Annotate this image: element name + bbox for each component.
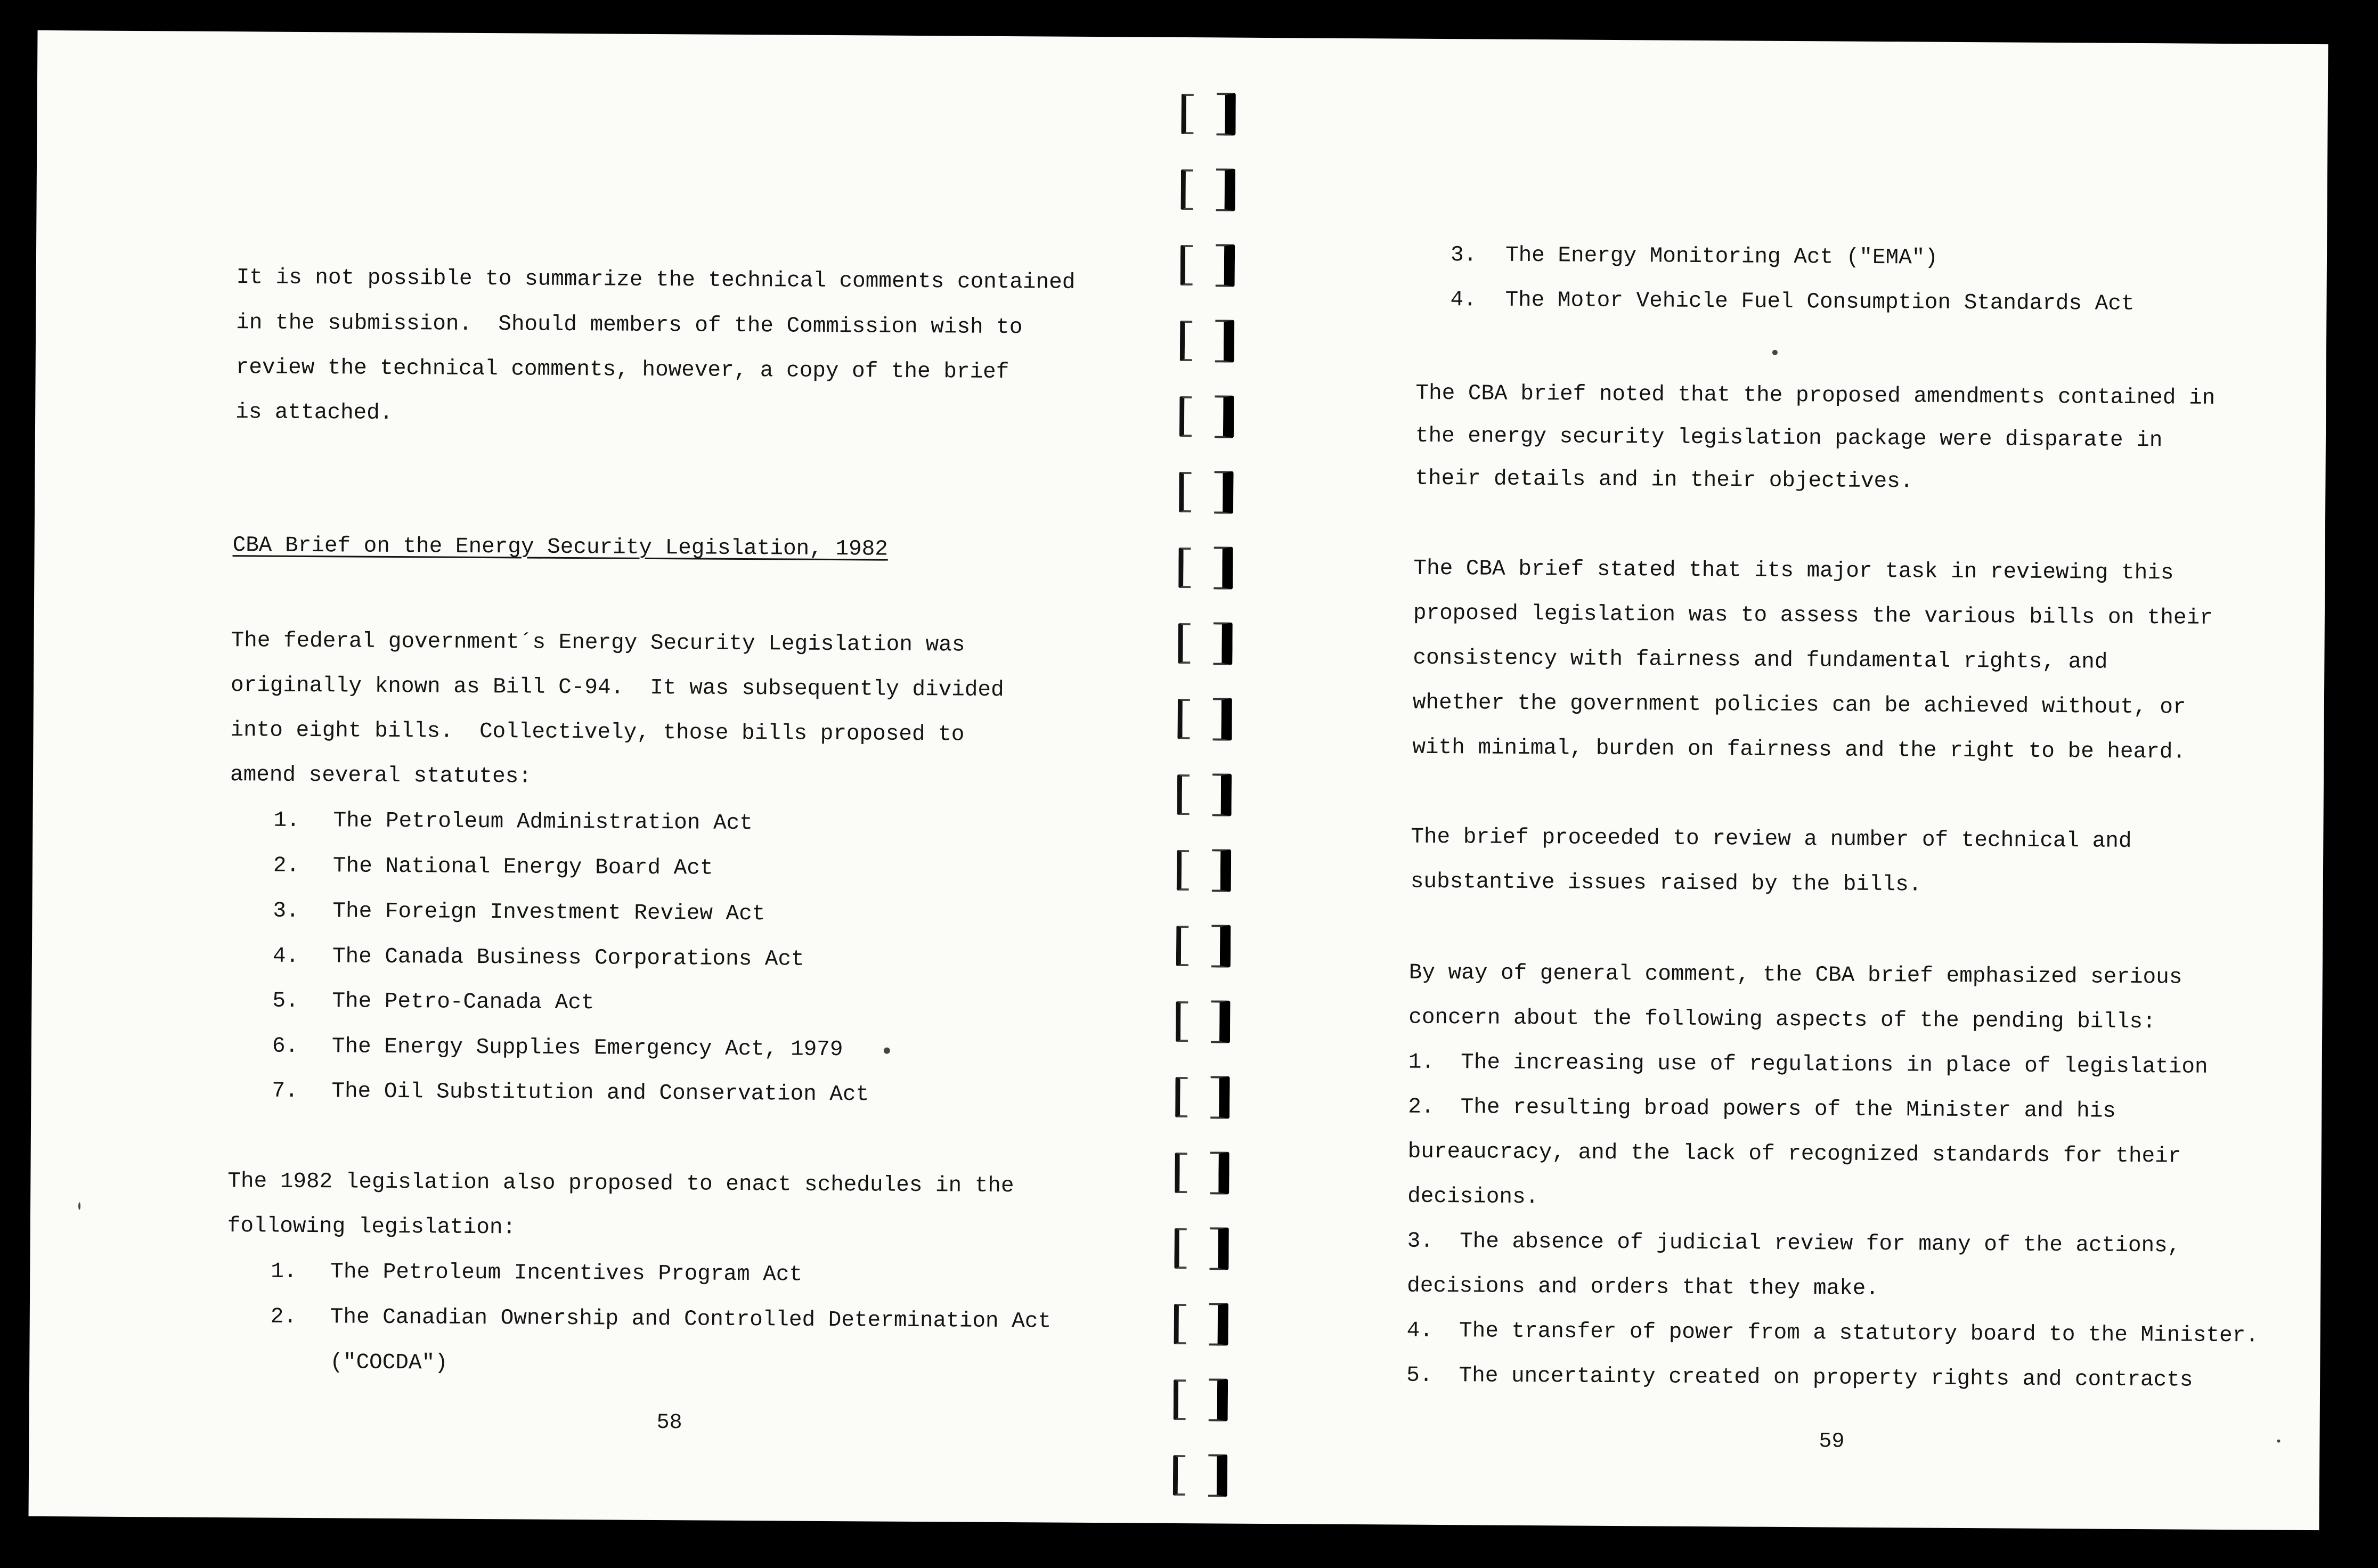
binding-ring [1177,92,1241,135]
list-text: The Petro-Canada Act [332,989,594,1016]
left-page [29,30,1146,1523]
binding-ring [1170,1226,1234,1269]
binding-ring [1173,772,1237,815]
list-text: The Canadian Ownership and Controlled Determination Act [330,1305,1052,1334]
list-number: 4. [272,944,299,969]
binding-ring [1176,318,1240,362]
intro-line: in the submission. Should members of the Commission wish to [236,311,1023,340]
paragraph-line: decisions. [1407,1184,1539,1210]
list-text: The Energy Monitoring Act ("EMA") [1505,243,1939,271]
paragraph-line: whether the government policies can be achieved without, or [1412,690,2186,720]
open-booklet [29,30,2328,1530]
list-number: 5. [272,989,299,1014]
paragraph-line: The CBA brief noted that the proposed amendments contained in [1415,381,2216,411]
page-number: 58 [656,1411,682,1435]
binding-ring [1170,1302,1234,1345]
list-text: The Canada Business Corporations Act [332,944,804,972]
binding-ring [1175,470,1239,513]
paragraph-line: proposed legislation was to assess the various bills on their [1413,601,2213,631]
paragraph-line: substantive issues raised by the bills. [1410,869,1922,897]
list-number: 3. [1450,243,1477,268]
paragraph-line: with minimal, burden on fairness and the right to be heard. [1412,735,2186,765]
binding-ring [1175,394,1239,437]
binding-ring [1177,167,1241,210]
statute-list [30,336,1144,1304]
list-number: 7. [272,1079,298,1104]
page-number: 59 [1819,1430,1845,1454]
right-page [1232,38,2328,1530]
intro-line: review the technical comments, however, a copy of the brief [235,355,1009,385]
list-text: The National Energy Board Act [332,854,713,881]
scan-speck [884,1048,890,1054]
paragraph-line: bureaucracy, and the lack of recognized standards for their [1407,1139,2181,1169]
list-number: 3. [273,899,299,924]
list-text-continuation: ("COCDA") [330,1350,448,1376]
list-number: 6. [272,1034,299,1059]
continued-list [1240,81,2328,394]
binding-ring [1176,243,1240,286]
paragraph-line: By way of general comment, the CBA brief emphasized serious [1408,960,2182,990]
list-text: The Petroleum Administration Act [333,808,753,836]
list-item [1241,125,2328,271]
list-item [1240,256,2327,350]
paragraph-line: The brief proceeded to review a number of technical and [1411,824,2132,854]
binding-ring [1169,1453,1233,1496]
binding-ring [1174,545,1238,589]
list-text: The Petroleum Incentives Program Act [330,1260,803,1287]
list-text: The Motor Vehicle Fuel Consumption Standards Act [1505,288,2135,316]
binding-ring [1172,848,1236,891]
paragraph-line: The 1982 legislation also proposed to enact schedules in the [227,1169,1014,1199]
paragraph-line: 4. The transfer of power from a statutory board to the Minister. [1406,1318,2259,1349]
binding-ring [1171,1075,1235,1118]
list-text: The Oil Substitution and Conservation Act [331,1079,869,1107]
list-number: 1. [271,1259,297,1284]
list-text: The Energy Supplies Emergency Act, 1979 [331,1034,843,1063]
scan-speck [1772,350,1778,355]
paragraph-line: amend several statutes: [230,763,532,789]
paragraph-line: decisions and orders that they make. [1407,1273,1879,1302]
intro-line: is attached. [235,400,393,426]
binding-ring [1173,697,1237,740]
section-heading: CBA Brief on the Energy Security Legislation, 1982 [232,533,888,562]
paragraph-line: the energy security legislation package were disparate in [1415,423,2163,453]
paragraph-line: their details and in their objectives. [1415,466,1913,494]
intro-line: It is not possible to summarize the technical comments contained [236,265,1076,295]
paragraph-line: The federal government´s Energy Security Legislation was [231,628,965,658]
paragraph-line: following legislation: [227,1214,516,1240]
paragraph-line: 2. The resulting broad powers of the Minister and his [1408,1095,2116,1124]
paragraph-line: into eight bills. Collectively, those bills proposed to [230,718,965,747]
binding-ring [1174,621,1237,664]
paragraph-line: originally known as Bill C-94. It was subsequently divided [230,673,1004,703]
binding-ring [1172,924,1236,967]
list-number: 2. [270,1304,297,1329]
binding-ring [1171,999,1235,1042]
paragraph-line: 5. The uncertainty created on property rights and contracts [1406,1363,2193,1393]
scan-speck [2277,1440,2280,1443]
paragraph-line: 1. The increasing use of regulations in place of legislation [1408,1050,2208,1080]
list-number: 4. [1450,288,1477,313]
paragraph-line: The CBA brief stated that its major task in reviewing this [1413,556,2174,586]
list-number: 1. [273,808,300,833]
binding-ring [1170,1150,1234,1194]
paragraph-line: concern about the following aspects of the pending bills: [1408,1005,2156,1035]
binding-ring [1169,1377,1233,1420]
paragraph-line: 3. The absence of judicial review for many of the actions, [1407,1229,2181,1259]
paragraph-line: consistency with fairness and fundamental rights, and [1413,646,2108,675]
list-number: 2. [273,853,300,878]
list-text: The Foreign Investment Review Act [332,899,765,927]
